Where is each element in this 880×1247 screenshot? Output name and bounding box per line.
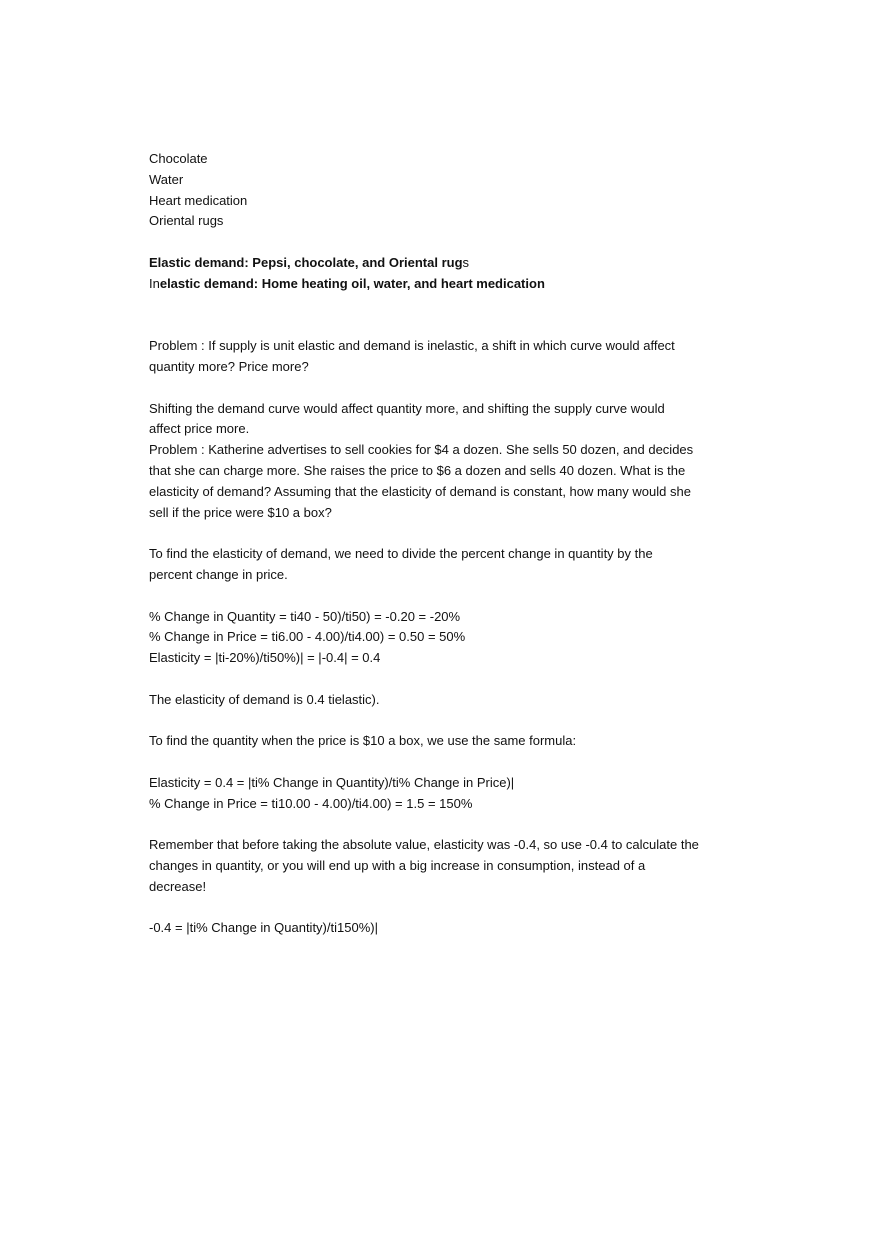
problem1-line: quantity more? Price more? bbox=[149, 358, 309, 374]
inelastic-head: In bbox=[149, 275, 160, 291]
calc-line: % Change in Price = ti10.00 - 4.00)/ti4.00) = 1.5 = 150% bbox=[149, 795, 473, 811]
problem2-line: sell if the price were $10 a box? bbox=[149, 504, 332, 520]
problem2-line: elasticity of demand? Assuming that the elasticity of demand is constant, how many would she bbox=[149, 483, 691, 499]
elastic-tail: s bbox=[462, 254, 470, 270]
calc-line: Elasticity = |ti-20%)/ti50%)| = |-0.4| = 0.4 bbox=[149, 650, 381, 666]
problem2-line: Problem : Katherine advertises to sell cookies for $4 a dozen. She sells 50 dozen, and decides bbox=[149, 442, 694, 458]
remember-line: changes in quantity, or you will end up with a big increase in consumption, instead of a bbox=[149, 858, 646, 874]
problem2-line: that she can charge more. She raises the price to $6 a dozen and sells 40 dozen. What is the bbox=[149, 462, 686, 478]
calc-line: % Change in Price = ti6.00 - 4.00)/ti4.00) = 0.50 = 50% bbox=[149, 629, 466, 645]
intro2-line: To find the quantity when the price is $10 a box, we use the same formula: bbox=[149, 733, 577, 749]
remember-line: decrease! bbox=[149, 878, 207, 894]
inelastic-bold: elastic demand: Home heating oil, water, and heart medication bbox=[159, 275, 545, 291]
calc-line: Elasticity = 0.4 = |ti% Change in Quantity)/ti% Change in Price)| bbox=[149, 774, 515, 790]
inelastic-demand-line bbox=[149, 274, 749, 295]
elastic-demand-line bbox=[149, 253, 749, 274]
list-item: Chocolate bbox=[149, 151, 208, 166]
intro-line: percent change in price. bbox=[149, 566, 288, 582]
result-line: The elasticity of demand is 0.4 tielastic). bbox=[149, 691, 380, 707]
problem1-line: Problem : If supply is unit elastic and demand is inelastic, a shift in which curve would affect bbox=[149, 338, 675, 354]
list-item: Oriental rugs bbox=[149, 213, 224, 229]
list-item: Water bbox=[149, 171, 184, 187]
elastic-bold: Elastic demand: Pepsi, chocolate, and Oriental rug bbox=[149, 254, 463, 270]
list-item: Heart medication bbox=[149, 192, 248, 208]
document-page bbox=[149, 149, 749, 939]
intro-line: To find the elasticity of demand, we need to divide the percent change in quantity by the bbox=[149, 546, 653, 562]
calc-line: % Change in Quantity = ti40 - 50)/ti50) = -0.20 = -20% bbox=[149, 608, 461, 624]
answer1-line: affect price more. bbox=[149, 421, 250, 437]
remember-line: Remember that before taking the absolute value, elasticity was -0.4, so use -0.4 to calculate the bbox=[149, 837, 699, 853]
answer1-line: Shifting the demand curve would affect quantity more, and shifting the supply curve would bbox=[149, 400, 665, 416]
final-line: -0.4 = |ti% Change in Quantity)/ti150%)| bbox=[149, 920, 378, 936]
